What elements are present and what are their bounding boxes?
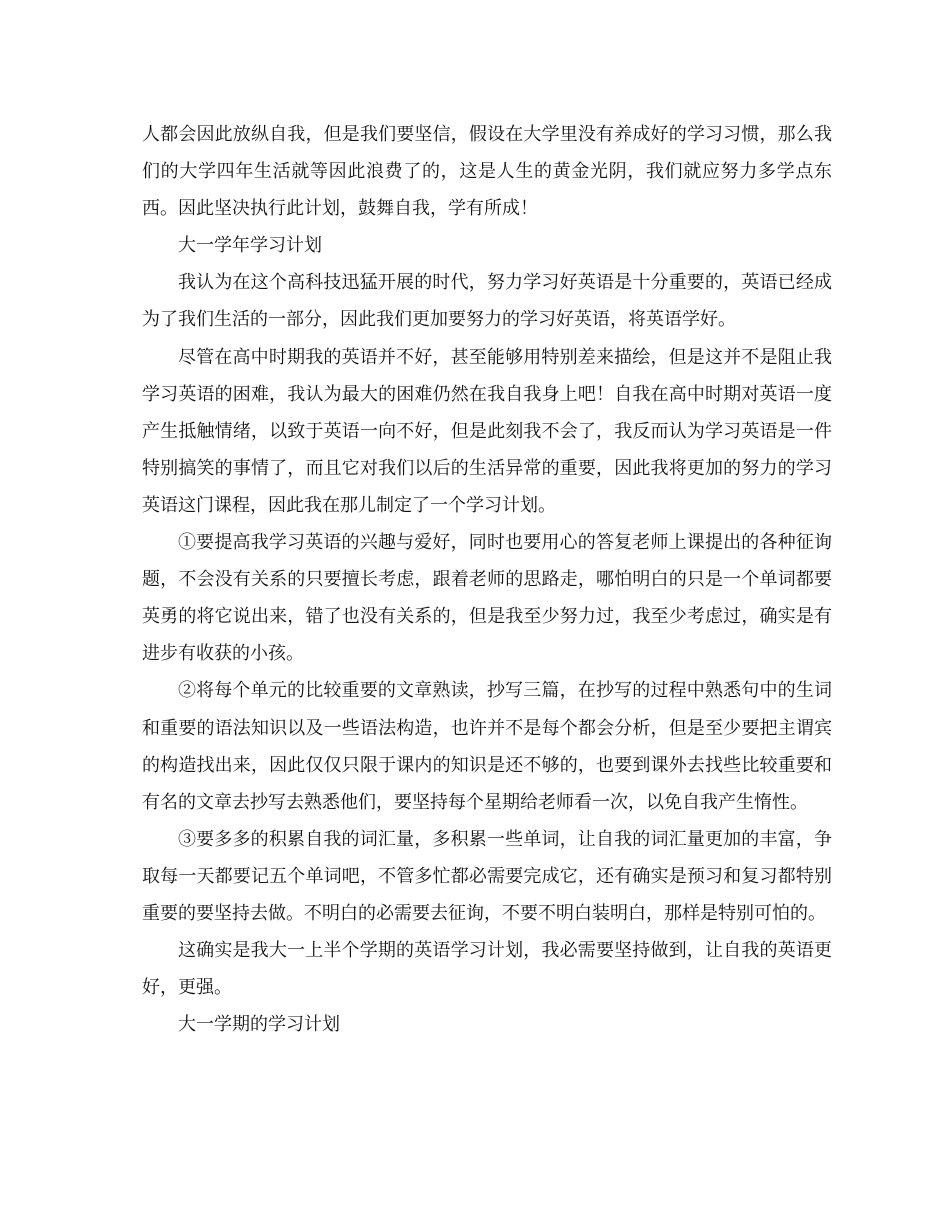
document-body: [142, 116, 832, 1043]
section-heading-year-plan: 大一学年学习计划: [178, 235, 322, 257]
paragraph-summary: 这确实是我大一上半个学期的英语学习计划，我必需要坚持做到，让自我的英语更好，更强。: [142, 940, 832, 999]
paragraph-continuation: 人都会因此放纵自我，但是我们要坚信，假设在大学里没有养成好的学习习惯，那么我们的大学四年生活就等因此浪费了的，这是人生的黄金光阴，我们就应努力多学点东西。因此坚决执行此计划，鼓舞自我，学有所成！: [142, 124, 832, 220]
plan-item-3: ③要多多的积累自我的词汇量，多积累一些单词，让自我的词汇量更加的丰富，争取每一天都要记五个单词吧，不管多忙都必需要完成它，还有确实是预习和复习都特别重要的要坚持去做。不明白的必需要去征询，不要不明白装明白，那样是特别可怕的。: [142, 828, 832, 924]
paragraph-high-school-english: 尽管在高中时期我的英语并不好，甚至能够用特别差来描绘，但是这并不是阻止我学习英语的困难，我认为最大的困难仍然在我自我身上吧！自我在高中时期对英语一度产生抵触情绪，以致于英语一向不好，但是此刻我不会了，我反而认为学习英语是一件特别搞笑的事情了，而且它对我们以后的生活异常的重要，因此我将更加的努力的学习英语这门课程，因此我在那儿制定了一个学习计划。: [142, 346, 832, 516]
paragraph-english-importance: 我认为在这个高科技迅猛开展的时代，努力学习好英语是十分重要的，英语已经成为了我们生活的一部分，因此我们更加要努力的学习好英语，将英语学好。: [142, 272, 832, 331]
plan-item-1: ①要提高我学习英语的兴趣与爱好，同时也要用心的答复老师上课提出的各种征询题，不会没有关系的只要擅长考虑，跟着老师的思路走，哪怕明白的只是一个单词都要英勇的将它说出来，错了也没有关系的，但是我至少努力过，我至少考虑过，确实是有进步有收获的小孩。: [142, 532, 832, 665]
section-heading-semester-plan: 大一学期的学习计划: [178, 1014, 340, 1036]
plan-item-2: ②将每个单元的比较重要的文章熟读，抄写三篇，在抄写的过程中熟悉句中的生词和重要的语法知识以及一些语法构造，也许并不是每个都会分析，但是至少要把主谓宾的构造找出来，因此仅仅只限于课内的知识是还不够的，也要到课外去找些比较重要和有名的文章去抄写去熟悉他们，要坚持每个星期给老师看一次，以免自我产生惰性。: [142, 680, 832, 813]
